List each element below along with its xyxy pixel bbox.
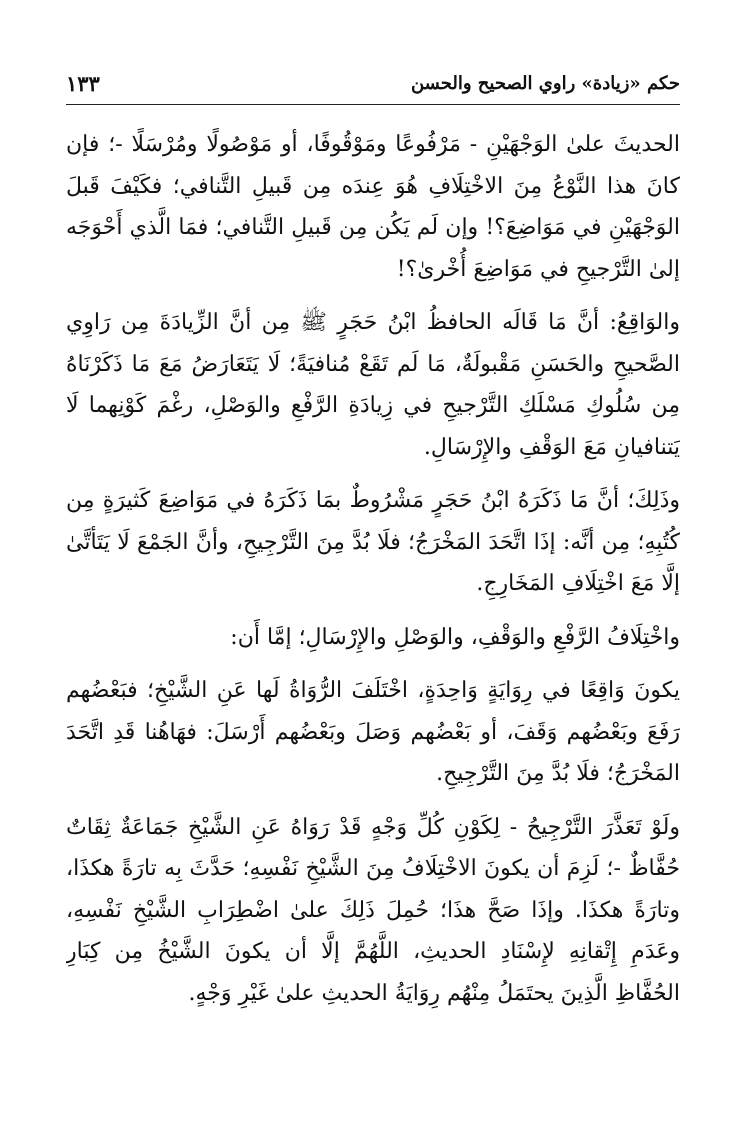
paragraph-1: الحديثَ علىٰ الوَجْهَيْنِ - مَرْفُوعًا ومَوْقُوفًا، أو مَوْصُولًا ومُرْسَلًا -؛ فإن كانَ هذا النَّوْعُ مِنَ الاخْتِلَافِ هُوَ عِندَه مِن قَبيلِ التَّنافي؛ فكَيْفَ قَبلَ الوَجْهَيْنِ في مَوَاضِعَ؟! وإن لَم يَكُن مِن قَبيلِ التَّنافي؛ فمَا الَّذي أَحْوَجَه إلىٰ التَّرْجيحِ في مَوَاضِعَ أُخْرىٰ؟! — [66, 132, 680, 282]
paragraph-2: والوَاقِعُ: أنَّ مَا قَالَه الحافظُ ابْنُ حَجَرٍ ﷺ مِن أنَّ الزِّيادَةَ مِن رَاوِي الصَّحيحِ والحَسَنِ مَقْبولَةٌ، مَا لَم تَقَعْ مُنافيَةً؛ لَا يَتَعَارَضُ مَعَ مَا ذَكَرْنَاهُ مِن سُلُوكِ مَسْلَكِ التَّرْجيحِ في زِيادَةِ الرَّفْعِ والوَصْلِ، رغْمَ كَوْنِهما لَا يَتنافيانِ مَعَ الوَقْفِ والإِرْسَالِ. — [66, 310, 680, 460]
paragraph-6: ولَوْ تَعَذَّرَ التَّرْجِيحُ - لِكَوْنِ كُلِّ وَجْهٍ قَدْ رَوَاهُ عَنِ الشَّيْخِ جَمَاعَةٌ ثِقَاتٌ حُفَّاظٌ -؛ لَزِمَ أن يكونَ الاخْتِلَافُ مِنَ الشَّيْخِ نَفْسِهِ؛ حَدَّثَ بِه تارَةً هكذَا، وتارَةً هكذَا. وإذَا صَحَّ هذَا؛ حُمِلَ ذَلِكَ علىٰ اضْطِرَابِ الشَّيْخِ نَفْسِهِ، وعَدَمِ إِتْقانِهِ لإِسْنَادِ الحديثِ، اللَّهُمَّ إلَّا أن يكونَ الشَّيْخُ مِن كِبَارِ الحُفَّاظِ الَّذِينَ يحتَمَلُ مِنْهُم رِوَايَةُ الحديثِ علىٰ غَيْرِ وَجْهٍ. — [66, 814, 680, 1006]
paragraph-5: يكونَ وَاقِعًا في رِوَايَةٍ وَاحِدَةٍ، اخْتَلَفَ الرُّوَاةُ لَها عَنِ الشَّيْخِ؛ فبَعْضُهم رَفَعَ وبَعْضُهم وَقَفَ، أو بَعْضُهم وَصَلَ وبَعْضُهم أَرْسَلَ: فهَاهُنا قَدِ اتَّحَدَ المَخْرَجُ؛ فلَا بُدَّ مِنَ التَّرْجِيحِ. — [66, 678, 680, 786]
running-title: حكم «زيادة» راوي الصحيح والحسن — [410, 72, 680, 94]
header-divider — [66, 104, 680, 105]
paragraph-3: وذَلِكَ؛ أنَّ مَا ذَكَرَهُ ابْنُ حَجَرٍ مَشْرُوطٌ بمَا ذَكَرَهُ في مَوَاضِعَ كَثيرَةٍ مِن كُتُبِهِ؛ مِن أنَّه: إذَا اتَّحَدَ المَخْرَجُ؛ فلَا بُدَّ مِنَ التَّرْجِيحِ، وأنَّ الجَمْعَ لَا يَتَأتَّىٰ إلَّا مَعَ اخْتِلَافِ المَخَارِجِ. — [66, 488, 680, 596]
page-header — [66, 66, 680, 100]
page-number: ١٣٣ — [66, 70, 100, 96]
paragraph-4: واخْتِلَافُ الرَّفْعِ والوَقْفِ، والوَصْلِ والإِرْسَالِ؛ إمَّا أَن: — [230, 624, 680, 650]
page-body — [66, 124, 680, 1102]
